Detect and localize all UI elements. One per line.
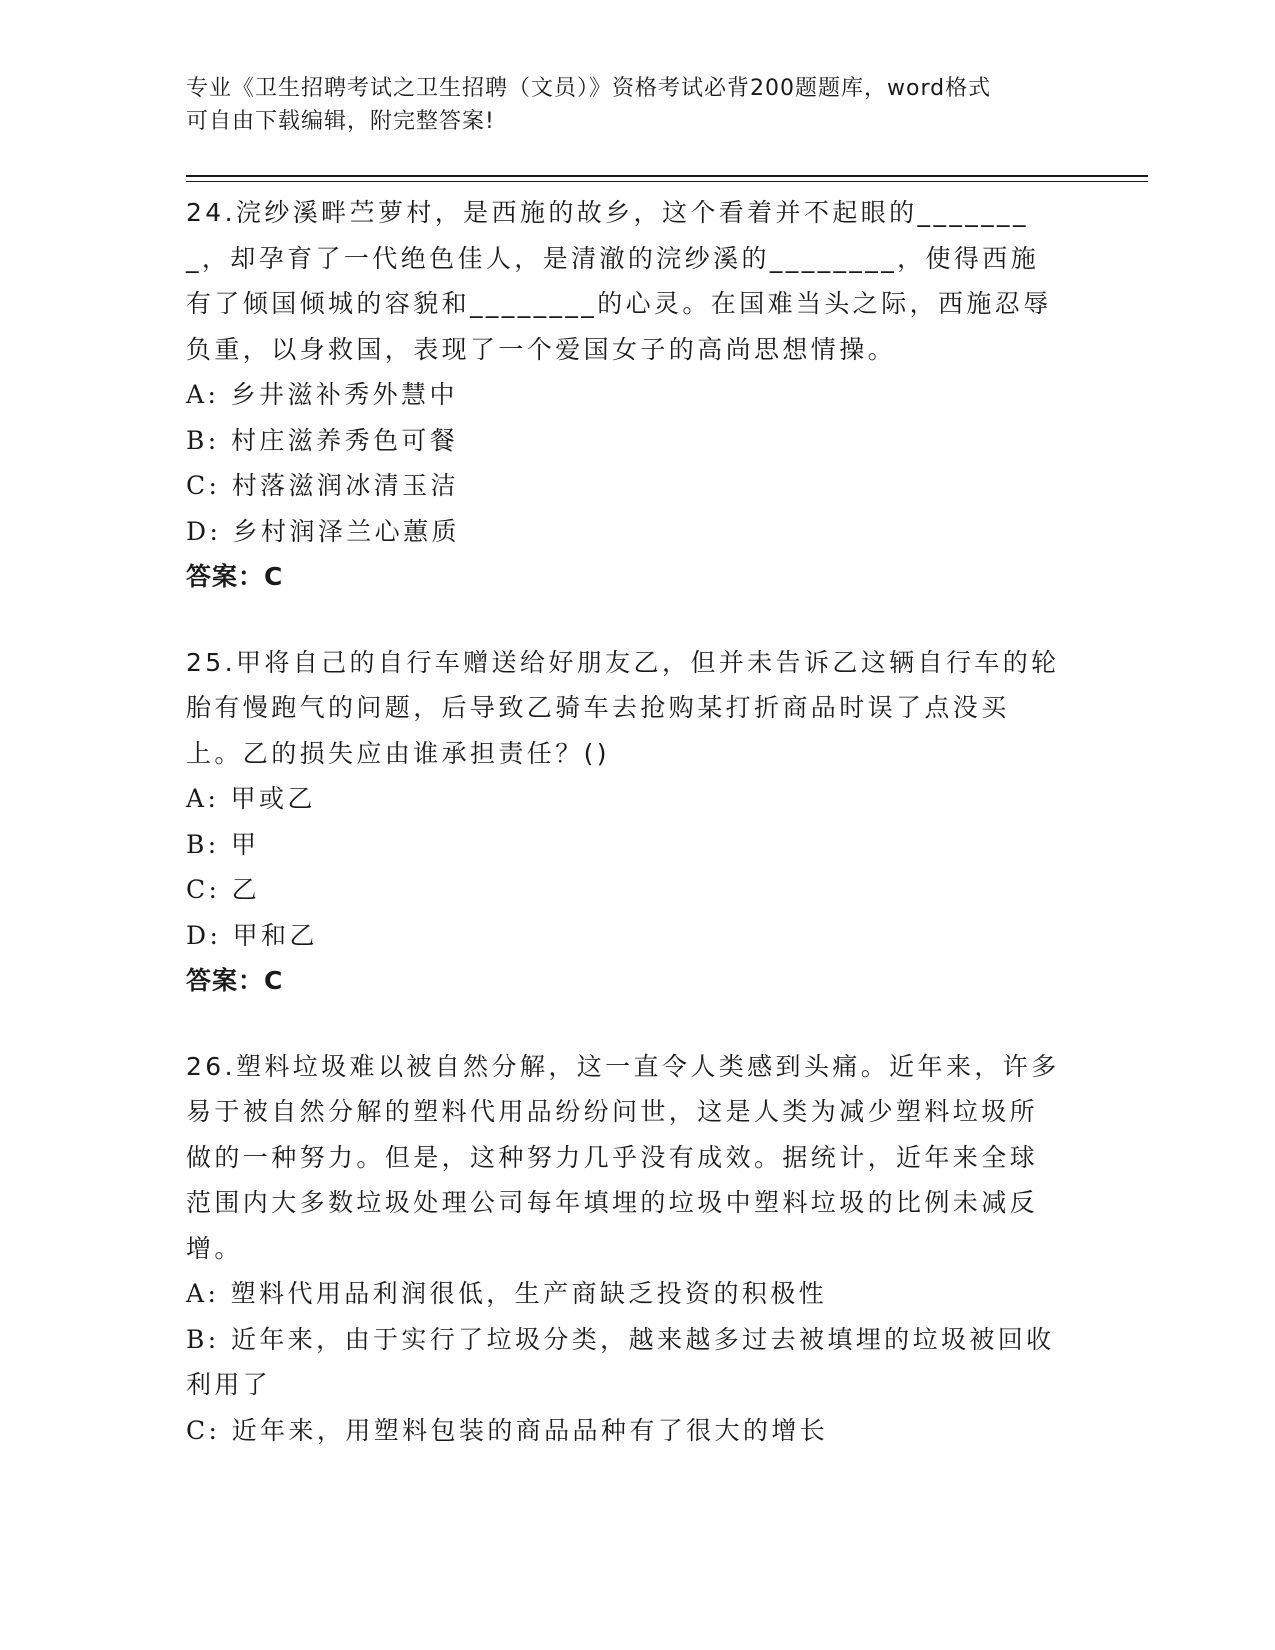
option-text: 乡井滋补秀外慧中: [230, 380, 458, 409]
option-letter: C:: [186, 471, 221, 500]
option-text: 村落滋润冰清玉洁: [231, 471, 459, 500]
answer-label: 答案：C: [186, 562, 284, 591]
option-letter: C:: [186, 875, 221, 904]
option-b: [186, 822, 1066, 868]
answer-label: 答案：C: [186, 966, 284, 995]
option-a: [186, 372, 1066, 418]
question-text: 24.浣纱溪畔苎萝村，是西施的故乡，这个看着并不起眼的________，却孕育了一代绝色佳人，是清澈的浣纱溪的________，使得西施有了倾国倾城的容貌和________的心灵。在国难当头之际，西施忍辱负重，以身救国，表现了一个爱国女子的高尚思想情操。: [186, 198, 1052, 364]
option-letter: B:: [186, 829, 220, 859]
option-text: 近年来，用塑料包装的商品品种有了很大的增长: [231, 1415, 829, 1445]
header-divider-thin: [186, 181, 1148, 182]
header-line-2: 可自由下载编辑，附完整答案!: [186, 109, 495, 134]
header-line-1: 专业《卫生招聘考试之卫生招聘（文员）》资格考试必背200题题库，word格式: [186, 76, 992, 101]
option-a: [186, 1271, 1066, 1317]
option-c: [186, 867, 1066, 913]
option-c: [186, 1408, 1066, 1454]
option-letter: D:: [186, 516, 222, 546]
question-25: [186, 640, 1066, 1004]
question-text: 26.塑料垃圾难以被自然分解，这一直令人类感到头痛。近年来，许多易于被自然分解的塑料代用品纷纷问世，这是人类为减少塑料垃圾所做的一种努力。但是，这种努力几乎没有成效。据统计，近年来全球范围内大多数垃圾处理公司每年填埋的垃圾中塑料垃圾的比例未减反增。: [186, 1051, 1060, 1263]
question-list: [186, 190, 1066, 1493]
option-letter: A:: [186, 380, 220, 409]
option-letter: B:: [186, 1324, 220, 1354]
question-26: [186, 1044, 1066, 1454]
option-d: [186, 509, 1066, 555]
option-c: [186, 463, 1066, 509]
option-text: 甲: [230, 829, 260, 859]
option-text: 乡村润泽兰心蕙质: [232, 516, 460, 546]
option-text: 塑料代用品利润很低，生产商缺乏投资的积极性: [230, 1279, 828, 1308]
option-letter: D:: [186, 920, 222, 950]
header-divider-thick: [186, 175, 1148, 177]
option-letter: B:: [186, 425, 220, 455]
option-b: [186, 418, 1066, 464]
option-text: 乙: [231, 875, 261, 904]
option-a: [186, 776, 1066, 822]
question-24: [186, 190, 1066, 600]
option-text: 村庄滋养秀色可餐: [230, 425, 459, 455]
option-text: 甲或乙: [230, 784, 316, 813]
option-text: 甲和乙: [232, 920, 318, 950]
option-letter: A:: [186, 1279, 220, 1308]
question-text: 25.甲将自己的自行车赠送给好朋友乙，但并未告诉乙这辆自行车的轮胎有慢跑气的问题，后导致乙骑车去抢购某打折商品时误了点没买上。乙的损失应由谁承担责任？(): [186, 647, 1060, 768]
option-d: [186, 913, 1066, 959]
option-letter: C:: [186, 1415, 221, 1445]
document-header: [186, 72, 1066, 138]
option-text: 近年来，由于实行了垃圾分类，越来越多过去被填埋的垃圾被回收利用了: [186, 1324, 1055, 1399]
option-b: [186, 1317, 1066, 1408]
option-letter: A:: [186, 784, 220, 813]
